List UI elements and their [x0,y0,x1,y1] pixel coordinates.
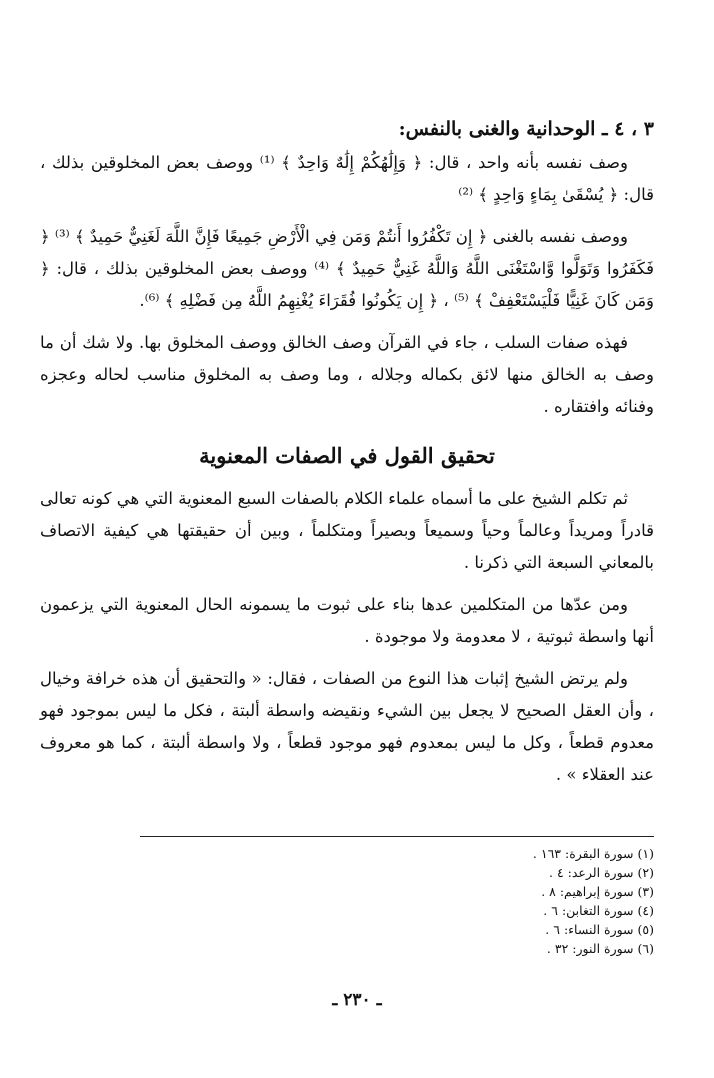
paragraph-self-sufficiency [40,221,654,317]
paragraph-sheikh-quote [40,663,654,791]
footnote-3: (٣) سورة إبراهيم: ٨ . [541,884,654,899]
footnote-1: (١) سورة البقرة: ١٦٣ . [532,846,654,861]
footnote-6: (٦) سورة النور: ٣٢ . [546,941,654,956]
footnotes [300,844,654,958]
paragraph-text: وصف نفسه بأنه واحد ، قال: ﴿ وَإِلَٰهُكُمْ إِلَٰهٌ وَاحِدٌ ﴾ ⁽¹⁾ ووصف بعض المخلوقين بذلك ، قال: ﴿ يُسْقَىٰ بِمَاءٍ وَاحِدٍ ﴾ ⁽²⁾ [40,153,654,204]
paragraph-negative-attributes [40,327,654,423]
paragraph-text: ولم يرتض الشيخ إثبات هذا النوع من الصفات ، فقال: « والتحقيق أن هذه خرافة وخيال ، وأن العقل الصحيح لا يجعل بين الشيء ونقيضه واسطة ألبتة ، فكل ما ليس بموجود فهو معدوم قطعاً ، وكل ما ليس بمعدوم فهو موجود قطعاً ، ولا واسطة ألبتة ، كما هو معروف عند العقلاء » . [40,669,654,784]
paragraph-text: ووصف نفسه بالغنى ﴿ إِن تَكْفُرُوا أَنتُمْ وَمَن فِي الْأَرْضِ جَمِيعًا فَإِنَّ اللَّهَ لَغَنِيٌّ حَمِيدٌ ﴾ ⁽³⁾ ﴿ فَكَفَرُوا وَتَوَلَّوا وَّاسْتَغْنَى اللَّهُ وَاللَّهُ غَنِيٌّ حَمِيدٌ ﴾ ⁽⁴⁾ ووصف بعض المخلوقين بذلك ، قال: ﴿ وَمَن كَانَ غَنِيًّا فَلْيَسْتَعْفِفْ ﴾ ⁽⁵⁾ ، ﴿ إِن يَكُونُوا فُقَرَاءَ يُغْنِهِمُ اللَّهُ مِن فَضْلِهِ ﴾ ⁽⁶⁾. [40,227,655,310]
paragraph-unity [40,147,654,211]
footnote-2: (٢) سورة الرعد: ٤ . [548,865,654,880]
subsection-heading: ٣ ، ٤ ـ الوحدانية والغنى بالنفس: [398,118,654,140]
paragraph-text: ثم تكلم الشيخ على ما أسماه علماء الكلام بالصفات السبع المعنوية التي هي كونه تعالى قادراً ومريداً وعالماً وحياً وسميعاً وبصيراً ومتكلماً ، وبين أن حقيقتها هي كيفية الاتصاف بالمعاني السبعة التي ذكرنا . [40,489,654,572]
footnote-4: (٤) سورة التغابن: ٦ . [543,903,654,918]
section-title: تحقيق القول في الصفات المعنوية [199,443,495,468]
paragraph-text: فهذه صفات السلب ، جاء في القرآن وصف الخالق ووصف المخلوق بها. ولا شك أن ما وصف به الخالق منها لائق بكماله وجلاله ، وما وصف به المخلوق مناسب لحاله وعجزه وفنائه وافتقاره . [40,333,654,416]
paragraph-intermediate-state [40,589,654,653]
paragraph-seven-attributes [40,483,654,579]
main-text [40,115,654,801]
footnote-5: (٥) سورة النساء: ٦ . [545,922,654,937]
page-number: ـ ٢٣٠ ـ [332,990,382,1010]
footnote-divider [140,836,654,837]
paragraph-text: ومن عدّها من المتكلمين عدها بناء على ثبوت ما يسمونه الحال المعنوية التي يزعمون أنها واسطة ثبوتية ، لا معدومة ولا موجودة . [40,595,654,646]
